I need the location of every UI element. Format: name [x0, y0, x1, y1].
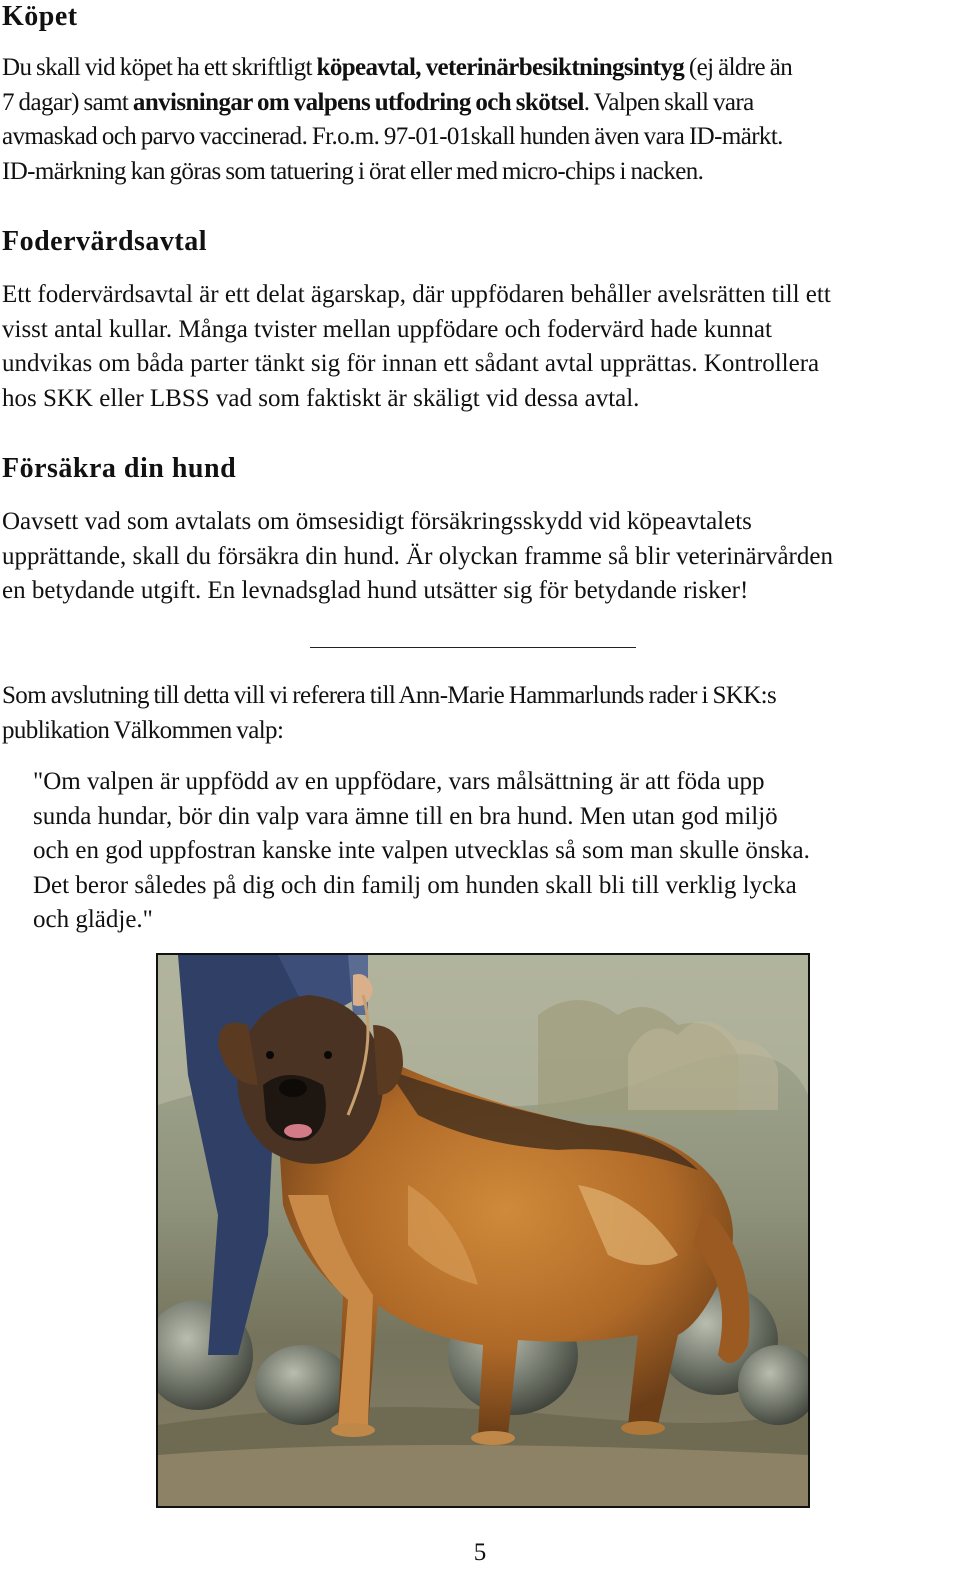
- heading-fodervardsavtal: Fodervärdsavtal: [2, 226, 208, 257]
- quote-line: Det beror således på dig och din familj om hunden skall bli till verklig lycka: [33, 871, 797, 899]
- paragraph-forsakra: [2, 505, 958, 609]
- text-line: publikation Välkommen valp:: [2, 716, 284, 744]
- page-number: 5: [473, 1539, 487, 1566]
- quote-line: "Om valpen är uppfödd av en uppfödare, vars målsättning är att föda upp: [33, 768, 765, 795]
- heading-kopet: Köpet: [2, 1, 78, 32]
- divider: [310, 647, 636, 648]
- text-line: Ett fodervärdsavtal är ett delat ägarskap, där uppfödaren behåller avelsrätten till ett: [2, 281, 831, 308]
- paragraph-closing: [2, 679, 958, 748]
- text-line: Som avslutning till detta vill vi referera till Ann-Marie Hammarlunds rader i SKK:s: [2, 682, 777, 709]
- quote-line: sunda hundar, bör din valp vara ämne till en bra hund. Men utan god miljö: [33, 802, 778, 830]
- text-line: Oavsett vad som avtalats om ömsesidigt försäkringsskydd vid köpeavtalets: [2, 508, 752, 535]
- text-line: visst antal kullar. Många tvister mellan uppfödare och fodervärd hade kunnat: [2, 315, 772, 343]
- text-line: 7 dagar) samt anvisningar om valpens utfodring och skötsel. Valpen skall vara: [2, 88, 754, 116]
- text-line: Du skall vid köpet ha ett skriftligt köpeavtal, veterinärbesiktningsintyg (ej äldre än: [2, 54, 793, 81]
- text-line: hos SKK eller LBSS vad som faktiskt är skäligt vid dessa avtal.: [2, 384, 640, 412]
- quote-block: [33, 765, 953, 938]
- dog-photo-illustration: [158, 955, 808, 1506]
- dog-photo: [156, 953, 810, 1508]
- quote-line: och glädje.": [33, 906, 153, 933]
- paragraph-kopet: [2, 51, 958, 189]
- heading-forsakra: Försäkra din hund: [2, 453, 237, 484]
- text-line: upprättande, skall du försäkra din hund. Är olyckan framme så blir veterinärvården: [2, 542, 833, 570]
- text-line: en betydande utgift. En levnadsglad hund utsätter sig för betydande risker!: [2, 577, 749, 604]
- text-line: ID-märkning kan göras som tatuering i örat eller med micro-chips i nacken.: [2, 157, 704, 185]
- text-line: avmaskad och parvo vaccinerad. Fr.o.m. 97-01-01skall hunden även vara ID-märkt.: [2, 123, 783, 150]
- quote-line: och en god uppfostran kanske inte valpen utvecklas så som man skulle önska.: [33, 837, 810, 864]
- text-line: undvikas om båda parter tänkt sig för innan ett sådant avtal upprättas. Kontrollera: [2, 350, 820, 377]
- paragraph-fodervardsavtal: [2, 278, 958, 416]
